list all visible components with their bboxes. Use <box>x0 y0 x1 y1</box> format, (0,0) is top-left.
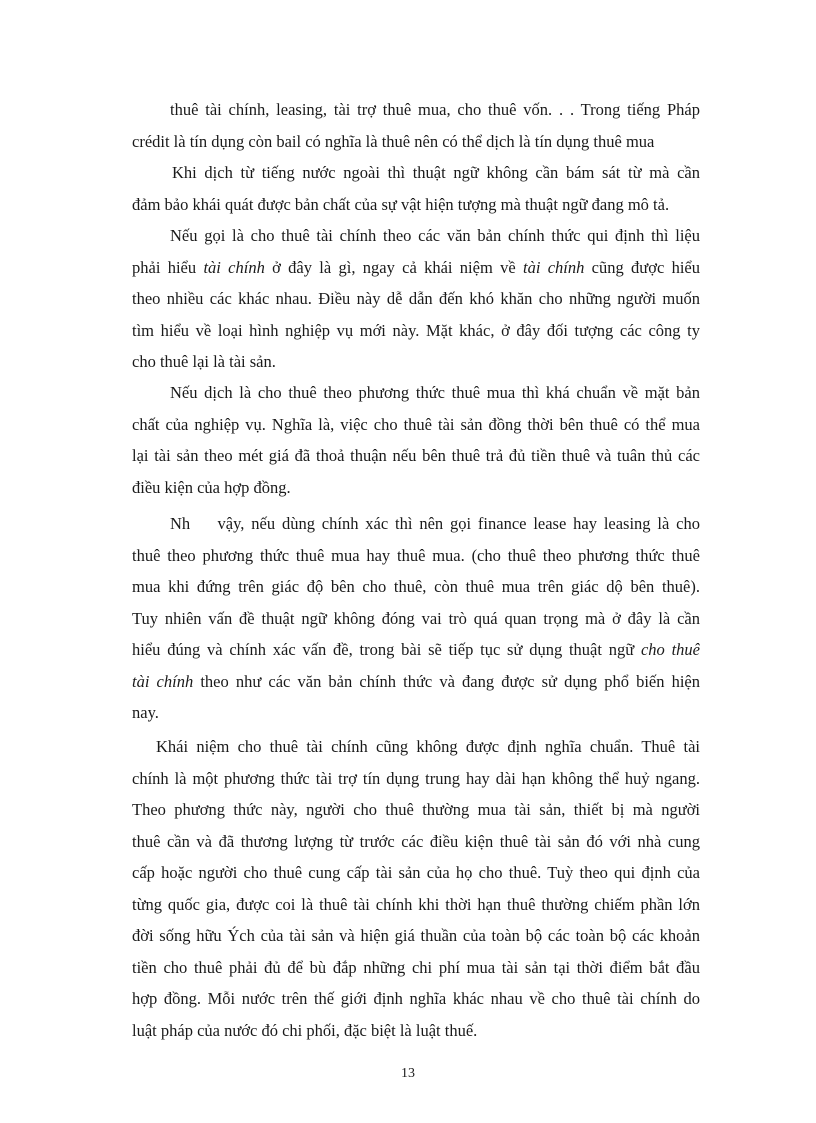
page-number: 13 <box>401 1066 415 1081</box>
text-line: crédit là tín dụng còn bail có nghĩa là thuê nên có thể dịch là tín dụng thuê mua <box>132 131 655 151</box>
text-line: theo nhiều các khác nhau. Điều này dễ dẫn đến khó khăn cho những người muốn <box>132 289 700 308</box>
paragraph-translation-principle <box>132 157 700 220</box>
text-line: thuê tài chính, leasing, tài trợ thuê mua, cho thuê vốn. . . Trong tiếng Pháp <box>170 100 700 119</box>
text-line: Khi dịch từ tiếng nước ngoài thì thuật ngữ không cần bám sát từ mà cần <box>172 163 700 182</box>
paragraph-hire-purchase <box>132 377 700 503</box>
text-line: Nh vậy, nếu dùng chính xác thì nên gọi finance lease hay leasing là cho <box>170 514 700 533</box>
italic-term: cho thuê <box>640 640 700 659</box>
text-line: thuê cần và đã thương lượng từ trước các điều kiện thuê tài sản đó với nhà cung <box>132 831 700 851</box>
text-line: đảm bảo khái quát được bản chất của sự vật hiện tượng mà thuật ngữ đang mô tả. <box>132 194 670 214</box>
text-line: mua khi đứng trên giác độ bên cho thuê, còn thuê mua trên giác dộ bên thuê). <box>132 577 700 596</box>
text-line: chính là một phương thức tài trợ tín dụng trung hay dài hạn không thể huỷ ngang. <box>132 768 700 788</box>
paragraph-translation-terms <box>132 94 700 157</box>
text-line: tiền cho thuê phải đủ để bù đắp những chi phí mua tài sản tại thời điểm bắt đầu <box>132 957 700 977</box>
text-line: tài chính theo như các văn bản chính thức và đang được sử dụng phổ biến hiện <box>132 671 701 691</box>
paragraph-financial-leasing-term <box>132 220 700 378</box>
text-line: hợp đồng. Mỗi nước trên thế giới định nghĩa khác nhau về cho thuê tài chính do <box>132 989 700 1008</box>
text-line: điều kiện của hợp đồng. <box>132 477 291 497</box>
text-line: lại tài sản theo mét giá đã thoả thuận nếu bên thuê trả đủ tiền thuê và tuân thủ các <box>132 446 700 465</box>
text-line: thuê theo phương thức thuê mua hay thuê mua. (cho thuê theo phương thức thuê <box>132 545 700 565</box>
text-line: nay. <box>132 703 159 722</box>
text-line: Nếu gọi là cho thuê tài chính theo các văn bản chính thức qui định thì liệu <box>170 226 700 245</box>
text-line: Khái niệm cho thuê tài chính cũng không được định nghĩa chuẩn. Thuê tài <box>156 737 700 756</box>
text-line: đời sống hữu Ých của tài sản và hiện giá thuần của toàn bộ các toàn bộ các khoản <box>132 926 700 945</box>
text-line: Tuy nhiên vấn đề thuật ngữ không đóng vai trò quá quan trọng mà ở đây là cần <box>132 608 700 628</box>
text-line: cho thuê lại là tài sản. <box>132 352 276 371</box>
text-line: tìm hiểu về loại hình nghiệp vụ mới này. Mặt khác, ở đây đối tượng các công ty <box>132 320 700 340</box>
text-line: cấp hoặc người cho thuê cung cấp tài sản của họ cho thuê. Tuỳ theo qui định của <box>132 863 700 882</box>
italic-term: tài chính <box>132 671 194 691</box>
text-line: Theo phương thức này, người cho thuê thường mua tài sản, thiết bị mà người <box>132 800 700 819</box>
italic-term: tài chính <box>203 257 265 277</box>
text-line: Nếu dịch là cho thuê theo phương thức thuê mua thì khá chuẩn về mặt bản <box>170 383 700 402</box>
paragraph-finance-lease-naming <box>132 508 700 729</box>
text-line: hiểu đúng và chính xác vấn đề, trong bài sẽ tiếp tục sử dụng thuật ngữ cho thuê <box>132 640 700 659</box>
text-line: phải hiểu tài chính ở đây là gì, ngay cả khái niệm về tài chính cũng được hiểu <box>132 257 701 277</box>
text-line: từng quốc gia, được coi là thuê tài chính khi thời hạn thuê thường chiếm phần lớn <box>132 894 700 914</box>
italic-term: tài chính <box>522 257 585 277</box>
text-line: chất của nghiệp vụ. Nghĩa là, việc cho thuê tài sản đồng thời bên thuê có thể mua <box>132 414 700 434</box>
paragraph-financial-leasing-definition <box>132 731 700 1046</box>
text-line: luật pháp của nước đó chi phối, đặc biệt là luật thuế. <box>132 1020 478 1040</box>
